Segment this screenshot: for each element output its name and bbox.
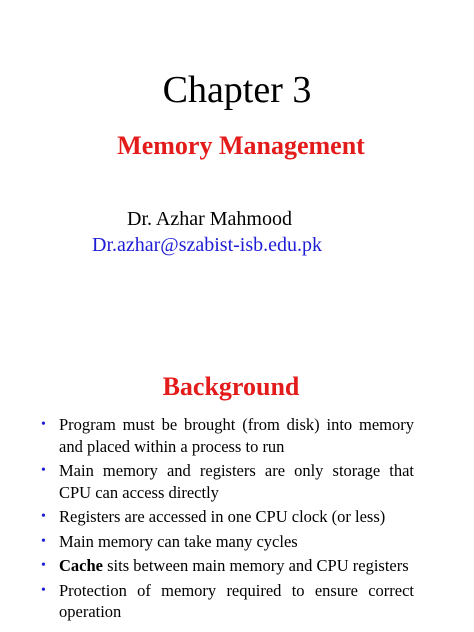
bullet-text: Main memory and registers are only storage that CPU can access directly <box>59 461 414 502</box>
bullet-icon: • <box>41 417 46 432</box>
chapter-title: Chapter 3 <box>162 69 312 111</box>
section-heading: Background <box>162 372 300 401</box>
bullet-icon: • <box>41 582 46 598</box>
bullet-text: Main memory can take many cycles <box>59 531 298 551</box>
bullet-text: Protection of memory required to ensure correct operation <box>59 580 414 621</box>
bullet-text: Program must be brought (from disk) into memory and placed within a process to run <box>59 415 414 456</box>
background-slide <box>0 340 474 632</box>
bullet-item <box>40 460 414 503</box>
bullet-item <box>40 506 414 528</box>
bullet-item <box>40 414 414 457</box>
bullet-icon: • <box>41 509 46 524</box>
bullet-icon: • <box>41 558 46 573</box>
bullet-icon: • <box>41 533 46 549</box>
bullet-text: sits between main memory and CPU registers <box>103 556 409 575</box>
author-email-link[interactable]: Dr.azhar@szabist-isb.edu.pk <box>92 234 323 256</box>
chapter-subtitle: Memory Management <box>117 131 365 160</box>
bullet-item <box>40 555 414 577</box>
bullet-list <box>40 414 414 626</box>
bullet-text: Registers are accessed in one CPU clock (or less) <box>59 507 386 526</box>
bullet-item <box>40 531 414 553</box>
bullet-bold-text: Cache <box>59 556 103 575</box>
author-name: Dr. Azhar Mahmood <box>127 208 292 230</box>
bullet-item <box>40 580 414 623</box>
bullet-icon: • <box>41 463 46 478</box>
